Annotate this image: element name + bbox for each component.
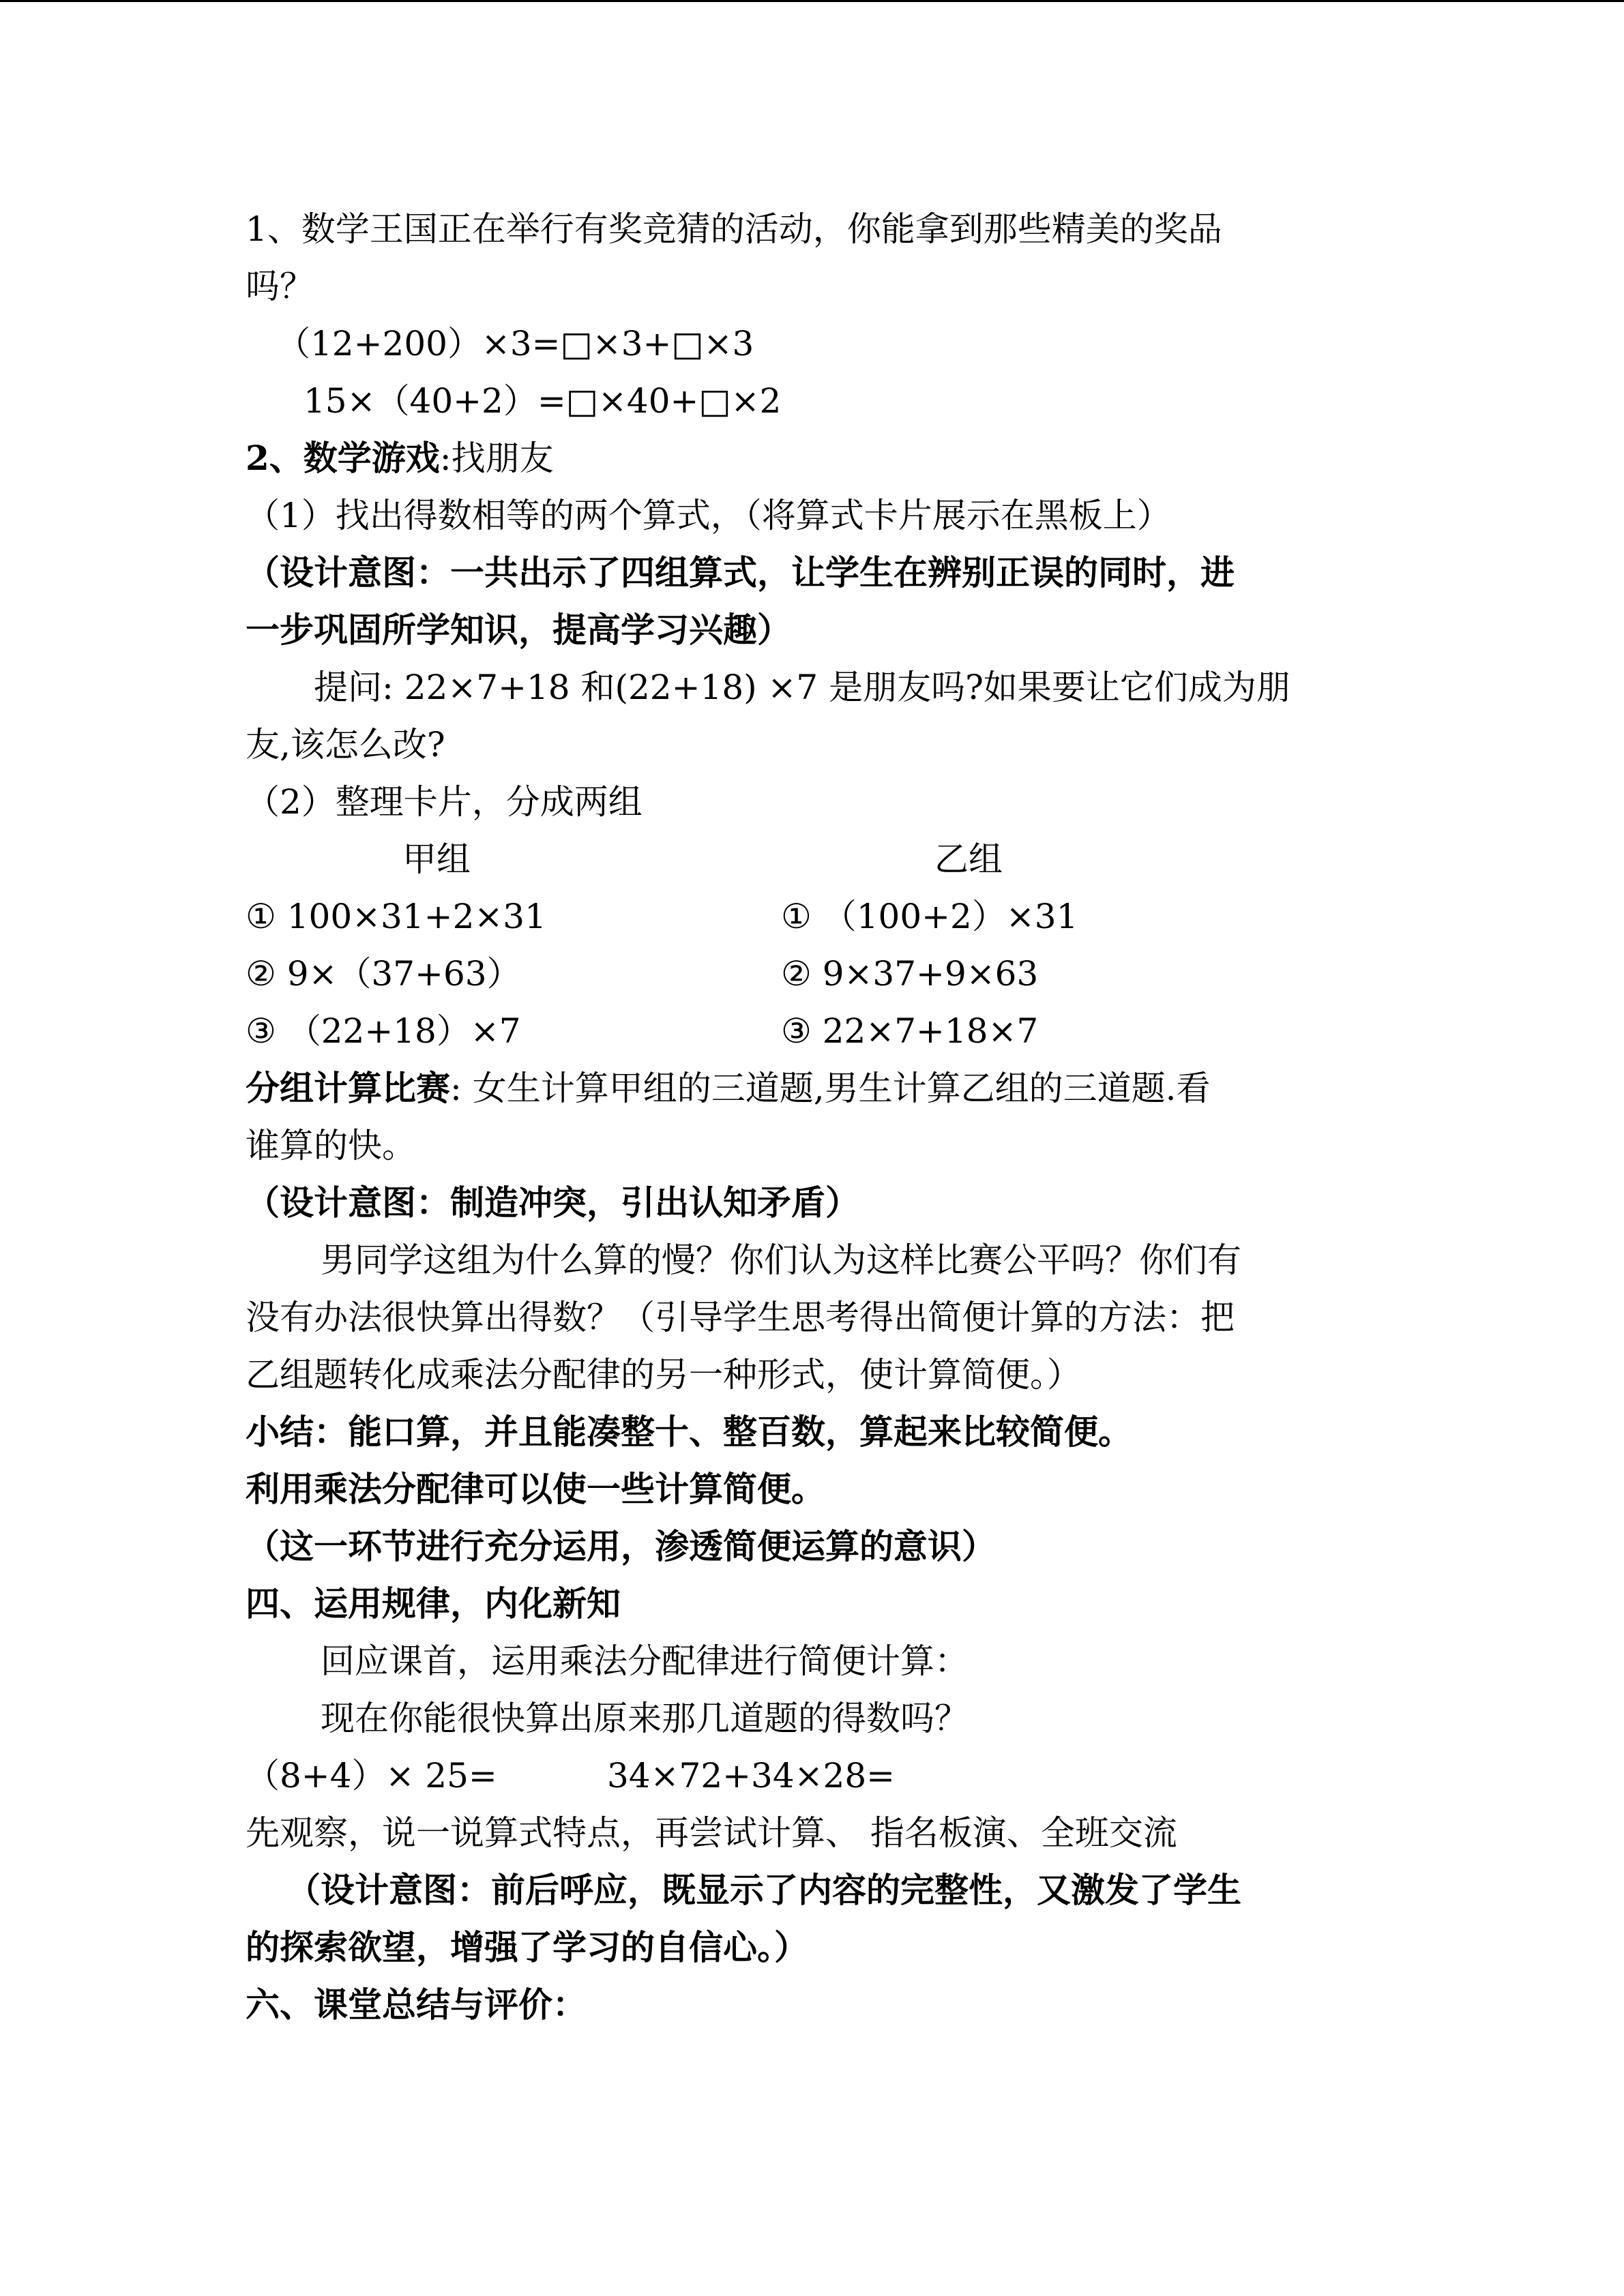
group-yi-item-3: ③ 22×7+18×7	[781, 1011, 1039, 1051]
group-contest-line-1	[246, 1068, 1211, 1109]
math-game-heading-rest: :找朋友	[439, 438, 554, 478]
group-contest-line-2: 谁算的快。	[246, 1126, 416, 1165]
group-yi-title: 乙组	[934, 839, 1003, 879]
design-intent-2: （设计意图：制造冲突，引出认知矛盾）	[246, 1182, 859, 1223]
math-game-heading	[246, 438, 554, 479]
discussion-line-1: 男同学这组为什么算的慢？你们认为这样比赛公平吗？你们有	[321, 1240, 1241, 1280]
step-1-line: （1）找出得数相等的两个算式，（将算式卡片展示在黑板上）	[246, 496, 1171, 535]
question-1-line-2: 吗？	[246, 267, 314, 306]
design-intent-1-line-1: （设计意图：一共出示了四组算式，让学生在辨别正误的同时，进	[246, 552, 1235, 593]
group-contest-bold: 分组计算比赛	[246, 1068, 450, 1108]
discussion-line-2: 没有办法很快算出得数？（引导学生思考得出简便计算的方法：把	[246, 1298, 1235, 1337]
design-intent-4-line-2: 的探索欲望，增强了学习的自信心。）	[246, 1927, 808, 1967]
discussion-line-3: 乙组题转化成乘法分配律的另一种形式，使计算简便。）	[246, 1355, 1081, 1395]
summary-line-2: 利用乘法分配律可以使一些计算简便。	[246, 1469, 825, 1509]
group-jia-item-3: ③ （22+18）×7	[246, 1011, 521, 1051]
question-prompt-line-1: 提问: 22×7+18 和(22+18) ×7 是朋友吗?如果要让它们成为朋	[314, 668, 1290, 707]
section-6-heading: 六、课堂总结与评价：	[246, 1984, 587, 2025]
question-prompt-line-2: 友,该怎么改?	[246, 725, 445, 764]
step-2-line: （2）整理卡片，分成两组	[246, 782, 643, 822]
section-4-heading: 四、运用规律，内化新知	[246, 1583, 621, 1624]
design-intent-1-line-2: 一步巩固所学知识，提高学习兴趣）	[246, 610, 791, 650]
math-game-heading-bold: 2、数学游戏	[246, 438, 440, 478]
group-jia-title: 甲组	[402, 839, 471, 879]
procedure-line: 先观察，说一说算式特点，再尝试计算、 指名板演、全班交流	[246, 1813, 1177, 1853]
exercise-1: （8+4）× 25=	[246, 1756, 497, 1795]
group-contest-rest: : 女生计算甲组的三道题,男生计算乙组的三道题.看	[450, 1069, 1211, 1108]
group-jia-item-1: ① 100×31+2×31	[246, 897, 546, 936]
exercise-2: 34×72+34×28=	[607, 1756, 896, 1795]
question-1-line-1: 1、数学王国正在举行有奖竞猜的活动，你能拿到那些精美的奖品	[246, 209, 1222, 249]
group-yi-item-1: ① （100+2）×31	[781, 897, 1078, 936]
group-jia-item-2: ② 9×（37+63）	[246, 954, 521, 994]
section-4-line-2: 现在你能很快算出原来那几道题的得数吗？	[321, 1699, 969, 1738]
group-yi-item-2: ② 9×37+9×63	[781, 954, 1039, 994]
equation-1: （12+200）×3=□×3+□×3	[276, 324, 754, 363]
section-4-line-1: 回应课首，运用乘法分配律进行简便计算：	[321, 1641, 969, 1681]
design-intent-4-line-1: （设计意图：前后呼应，既显示了内容的完整性，又激发了学生	[286, 1870, 1241, 1910]
summary-line-1: 小结：能口算，并且能凑整十、整百数，算起来比较简便。	[246, 1412, 1132, 1452]
design-intent-3: （这一环节进行充分运用，渗透简便运算的意识）	[246, 1526, 996, 1566]
page-top-border	[0, 0, 1624, 2]
equation-2: 15×（40+2）=□×40+□×2	[304, 381, 782, 421]
